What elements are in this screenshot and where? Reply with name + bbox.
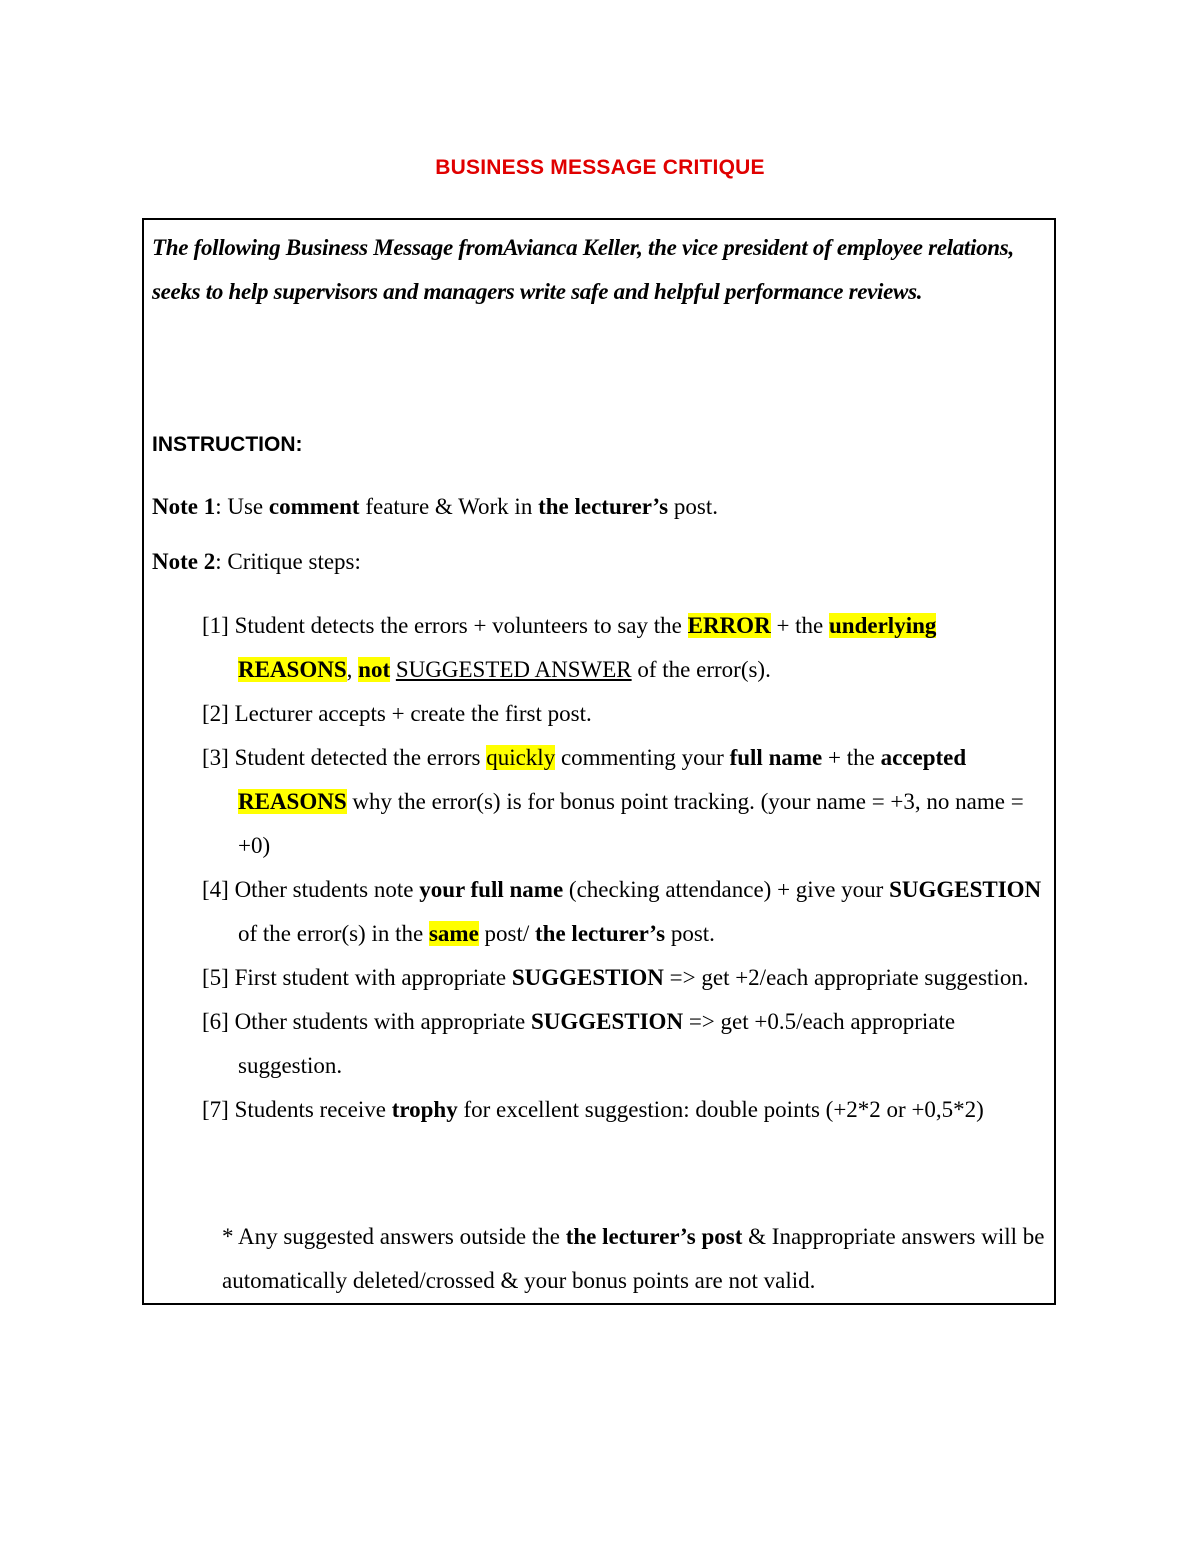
step-5-text: => get +2/each appropriate suggestion. (663, 965, 1029, 990)
note-1-lecturer: the lecturer’s (538, 494, 669, 519)
intro-paragraph: The following Business Message fromAvianca Keller, the vice president of employee relations, seeks to help supervisors and managers write safe and helpful performance reviews. (152, 235, 1014, 304)
step-6-suggestion: SUGGESTION (530, 1009, 684, 1034)
step-4-text: (checking attendance) + give your (563, 877, 890, 902)
step-3-text: commenting your (555, 745, 730, 770)
note-1-comment: comment (268, 494, 360, 519)
note-1-text: : Use (215, 494, 269, 519)
step-1 (202, 604, 1047, 692)
page-title: BUSINESS MESSAGE CRITIQUE (435, 156, 765, 179)
step-4-text: post. (665, 921, 715, 946)
step-1-not: not (358, 657, 391, 682)
step-1-text: , (346, 657, 359, 682)
instruction-heading: INSTRUCTION: (152, 433, 303, 456)
step-4 (202, 868, 1047, 956)
step-4-suggestion: SUGGESTION (889, 877, 1042, 902)
note-2-label: Note 2 (152, 549, 216, 574)
step-1-text: of the error(s). (631, 657, 771, 682)
step-2-text: [2] Lecturer accepts + create the first post. (202, 701, 592, 726)
step-1-text: + the (770, 613, 830, 638)
footer-lecturer-post: the lecturer’s post (565, 1224, 743, 1249)
step-4-text: of the error(s) in the (238, 921, 429, 946)
step-6-text: [6] Other students with appropriate (202, 1009, 531, 1034)
step-7-text: [7] Students receive (202, 1097, 392, 1122)
step-3-text: + the (822, 745, 881, 770)
step-1-suggested-answer: SUGGESTED ANSWER (395, 657, 632, 682)
note-1-label: Note 1 (152, 494, 216, 519)
step-7-trophy: trophy (391, 1097, 458, 1122)
step-4-text: post/ (478, 921, 536, 946)
footer-text: & Inappropriate answers will be automatically deleted/crossed & your bonus points are not valid. (222, 1224, 1045, 1293)
step-5-suggestion: SUGGESTION (511, 965, 664, 990)
step-3 (202, 736, 1047, 868)
note-1-text: feature & Work in (359, 494, 539, 519)
note-1 (152, 494, 718, 520)
step-4-your-full-name: your full name (419, 877, 564, 902)
note-2 (152, 549, 361, 575)
step-3-full-name: full name (729, 745, 823, 770)
step-2 (202, 692, 1047, 736)
note-1-text: post. (668, 494, 718, 519)
step-6 (202, 1000, 1047, 1088)
step-4-same: same (428, 921, 479, 946)
step-7 (202, 1088, 1047, 1132)
step-3-quickly: quickly (486, 745, 556, 770)
critique-steps-list (202, 604, 1047, 1132)
footer-note (222, 1215, 1052, 1303)
step-1-text: [1] Student detects the errors + volunteers to say the (202, 613, 688, 638)
step-6-text: => get +0.5/each appropriate suggestion. (238, 1009, 956, 1078)
step-3-reasons: REASONS (238, 789, 347, 814)
step-3-text: why the error(s) is for bonus point tracking. (your name = +3, no name = +0) (238, 789, 1024, 858)
step-5 (202, 956, 1047, 1000)
step-4-text: [4] Other students note (202, 877, 420, 902)
step-3-text: [3] Student detected the errors (202, 745, 487, 770)
step-3-accepted: accepted (880, 745, 967, 770)
step-5-text: [5] First student with appropriate (202, 965, 512, 990)
step-1-reasons: underlying REASONS (238, 613, 937, 682)
step-1-error: ERROR (687, 613, 771, 638)
step-7-text: for excellent suggestion: double points (+2*2 or +0,5*2) (457, 1097, 984, 1122)
step-4-lecturer: the lecturer’s (535, 921, 666, 946)
note-2-text: : Critique steps: (215, 549, 361, 574)
footer-text: * Any suggested answers outside the (222, 1224, 566, 1249)
